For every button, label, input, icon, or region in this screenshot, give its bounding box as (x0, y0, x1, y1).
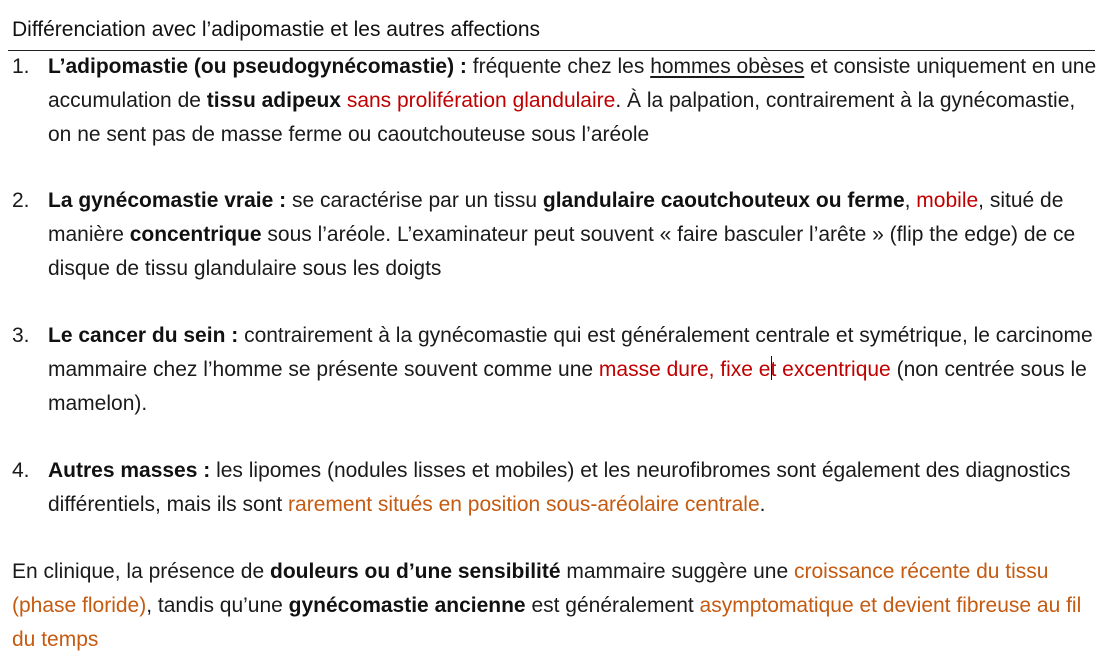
list-item-body (48, 454, 1100, 522)
paragraph-text: En clinique, la présence de (12, 560, 270, 583)
orange-highlight: rarement situés en position sous-aréolaire centrale (288, 492, 760, 516)
conclusion-paragraph (12, 555, 1097, 656)
item-text: (non centrée sous le mamelon). (48, 357, 1087, 415)
orange-highlight: croissance récente du tissu (phase floride) (12, 560, 1049, 617)
item-text: et consiste uniquement en une accumulation de (48, 55, 1097, 112)
bold-term: concentrique (129, 222, 262, 246)
list-number: 2. (12, 189, 30, 212)
bold-term: glandulaire caoutchouteux ou ferme (542, 189, 905, 212)
list-item-body (48, 50, 1100, 151)
item-text: , situé de manière (48, 189, 1064, 246)
item-text: . À la palpation, contrairement à la gynécomastie, on ne sent pas de masse ferme ou caoutchouteuse sous l’aréole (48, 88, 1076, 146)
list-number: 4. (12, 459, 30, 482)
item-text: les lipomes (nodules lisses et mobiles) et les neurofibromes sont également des diagnostics différentiels, mais ils sont (48, 459, 1071, 516)
red-highlight: mobile (916, 189, 979, 212)
item-text: fréquente chez les (466, 55, 651, 78)
paragraph-text: est généralement (525, 593, 700, 617)
item-title: Le cancer du sein : (48, 324, 239, 347)
red-highlight: t excentrique (770, 357, 891, 381)
item-title: Autres masses : (48, 459, 211, 482)
section-heading: Différenciation avec l’adipomastie et les autres affections (12, 18, 541, 41)
item-title: La gynécomastie vraie : (48, 189, 287, 212)
bold-term: gynécomastie ancienne (288, 593, 526, 617)
item-text: contrairement à la gynécomastie qui est généralement centrale et symétrique, le carcinome mammaire chez l’homme se présente souvent comme une (48, 324, 1093, 381)
bold-term: douleurs ou d’une sensibilité (270, 560, 561, 583)
item-title: L’adipomastie (ou pseudogynécomastie) : (48, 55, 467, 78)
orange-highlight: asymptomatique et devient fibreuse au fil du temps (12, 593, 1082, 651)
paragraph-text: , tandis qu’une (146, 593, 289, 617)
paragraph-text: mammaire suggère une (560, 560, 794, 583)
list-item-4 (12, 454, 1097, 522)
underlined-term: hommes obèses (650, 55, 805, 78)
item-text: sous l’aréole. L’examinateur peut souvent « faire basculer l’arête » (flip the edge) de ce disque de tissu glandulaire sous les doigts (48, 222, 1076, 280)
bold-term: tissu adipeux (206, 88, 341, 112)
red-highlight: sans prolifération glandulaire (346, 88, 616, 112)
list-item-2 (12, 184, 1097, 285)
list-number: 1. (12, 55, 30, 78)
list-item-body (48, 184, 1100, 285)
list-number: 3. (12, 324, 30, 347)
item-text: . (759, 492, 766, 516)
item-text: , (904, 189, 917, 212)
list-item-1 (12, 50, 1097, 151)
red-highlight: masse dure, fixe e (598, 357, 771, 381)
list-item-body (48, 319, 1100, 420)
list-item-3 (12, 319, 1097, 420)
item-text: se caractérise par un tissu (286, 189, 543, 212)
